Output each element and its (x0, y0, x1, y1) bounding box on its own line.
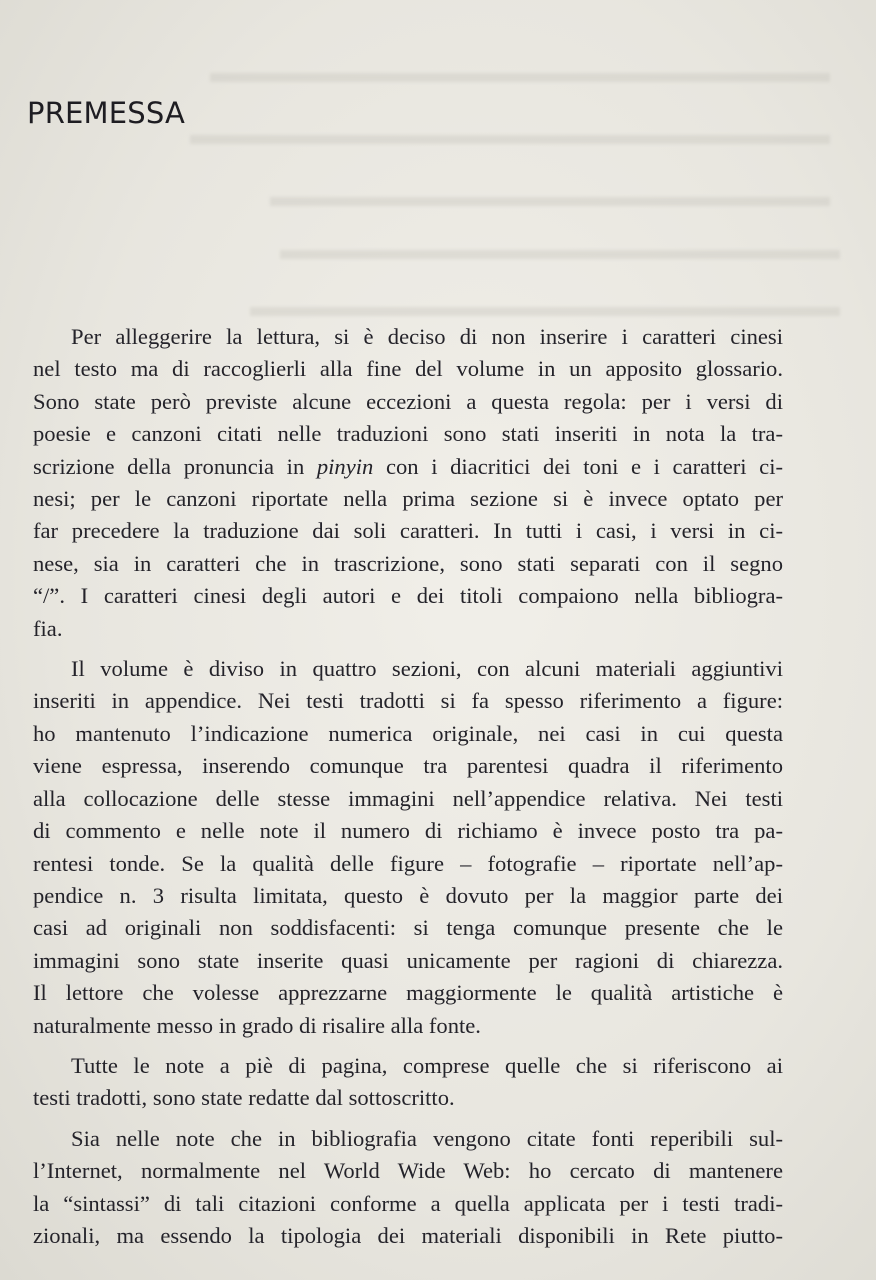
text-line: immagini sono state inserite quasi unicamente per ragioni di chiarezza. (33, 947, 783, 973)
page-title: PREMESSA (27, 96, 186, 130)
text-line: nel testo ma di raccoglierli alla fine del volume in un apposito glossario. (33, 356, 783, 382)
text-line: casi ad originali non soddisfacenti: si tenga comunque presente che le (33, 915, 783, 941)
text-line: Tutte le note a piè di pagina, comprese quelle che si riferiscono ai (71, 1052, 783, 1078)
text-line: fia. (33, 615, 63, 641)
text-line: nesi; per le canzoni riportate nella prima sezione si è invece optato per (33, 486, 783, 512)
text-line: di commento e nelle note il numero di richiamo è invece posto tra pa- (33, 818, 783, 844)
text-line: alla collocazione delle stesse immagini nell’appendice relativa. Nei testi (33, 785, 783, 811)
text-line: rentesi tonde. Se la qualità delle figure – fotografie – riportate nell’ap- (33, 850, 783, 876)
text-line: testi tradotti, sono state redatte dal sottoscritto. (33, 1085, 455, 1111)
paragraph (33, 1123, 783, 1253)
paragraph-gap (33, 1042, 783, 1050)
paragraph (33, 321, 783, 645)
text-line: Il lettore che volesse apprezzarne maggiormente le qualità artistiche è (33, 980, 783, 1006)
text-line: far precedere la traduzione dai soli caratteri. In tutti i casi, i versi in ci- (33, 518, 783, 544)
show-through-texture (150, 40, 830, 180)
text-line: viene espressa, inserendo comunque tra parentesi quadra il riferimento (33, 753, 783, 779)
text-line: nese, sia in caratteri che in trascrizione, sono stati separati con il segno (33, 550, 783, 576)
paragraph (33, 653, 783, 1042)
text-line: poesie e canzoni citati nelle traduzioni sono stati inseriti in nota la tra- (33, 421, 783, 447)
text-fragment: con i diacritici dei toni e i caratteri ci- (373, 453, 783, 479)
italic-term: pinyin (316, 453, 374, 479)
show-through-texture-2 (240, 220, 840, 330)
paragraph (33, 1050, 783, 1115)
paragraph-gap (33, 1115, 783, 1123)
text-line: Sia nelle note che in bibliografia vengono citate fonti reperibili sul- (71, 1125, 783, 1151)
text-line: ho mantenuto l’indicazione numerica originale, nei casi in cui questa (33, 720, 783, 746)
text-line: naturalmente messo in grado di risalire alla fonte. (33, 1012, 481, 1038)
text-line (33, 451, 783, 483)
text-line: l’Internet, normalmente nel World Wide Web: ho cercato di mantenere (33, 1158, 783, 1184)
text-line: “/”. I caratteri cinesi degli autori e dei titoli compaiono nella bibliogra- (33, 583, 783, 609)
text-line: la “sintassi” di tali citazioni conforme a quella applicata per i testi tradi- (33, 1190, 783, 1216)
text-line: Il volume è diviso in quattro sezioni, con alcuni materiali aggiuntivi (71, 656, 783, 682)
text-line: pendice n. 3 risulta limitata, questo è dovuto per la maggior parte dei (33, 882, 783, 908)
text-line: Sono state però previste alcune eccezioni a questa regola: per i versi di (33, 388, 783, 414)
text-line: inseriti in appendice. Nei testi tradotti si fa spesso riferimento a figure: (33, 688, 783, 714)
paragraph-gap (33, 645, 783, 653)
text-line: Per alleggerire la lettura, si è deciso di non inserire i caratteri cinesi (71, 324, 783, 349)
text-fragment: scrizione della pronuncia in (33, 453, 317, 479)
text-line: zionali, ma essendo la tipologia dei materiali disponibili in Rete piutto- (33, 1222, 783, 1248)
body-text (33, 321, 783, 1252)
